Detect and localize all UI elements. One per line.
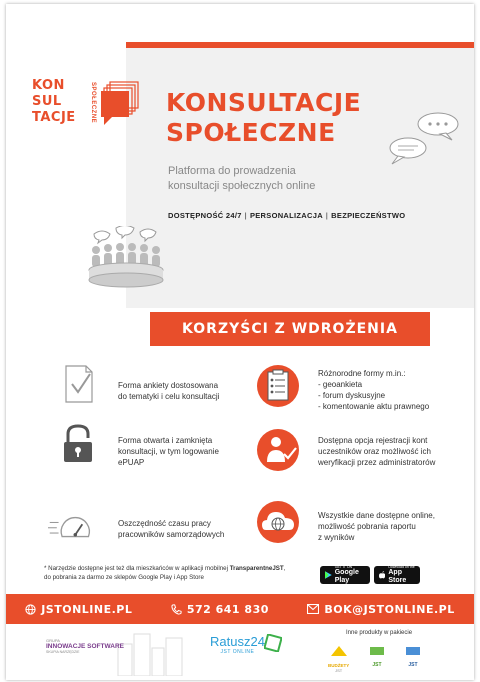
logo-vertical-text: SPOŁECZNE bbox=[90, 82, 96, 124]
innowacje-group-label: GRUPA bbox=[46, 638, 60, 643]
benefit-line: uczestników oraz możliwość ich bbox=[318, 447, 431, 456]
benefit-line: możliwość pobrania raportu bbox=[318, 522, 416, 531]
benefit-line: konsultacji, w tym logowanie bbox=[118, 447, 219, 456]
apple-icon bbox=[379, 570, 385, 580]
checkbox-document-icon bbox=[56, 362, 100, 406]
jst-3-name: JST bbox=[408, 662, 418, 668]
title-line-2: SPOŁECZNE bbox=[166, 118, 336, 147]
phone-contact[interactable] bbox=[171, 603, 269, 616]
title-line-1: KONSULTACJE bbox=[166, 88, 362, 117]
logo-wordmark bbox=[32, 78, 76, 126]
app-store-button[interactable] bbox=[374, 566, 420, 584]
google-play-button[interactable] bbox=[320, 566, 370, 584]
phone-number[interactable]: 572 641 830 bbox=[186, 602, 269, 616]
partners-row bbox=[6, 626, 474, 680]
jst-green-icon bbox=[368, 645, 386, 657]
feature-separator: | bbox=[325, 211, 329, 220]
clipboard-list-icon bbox=[256, 364, 300, 408]
budzety-jst-logo bbox=[328, 644, 349, 673]
jst-blue-icon bbox=[404, 645, 422, 657]
people-platform-icon bbox=[86, 226, 166, 292]
innowacje-name: INNOWACJE SOFTWARE bbox=[46, 643, 125, 650]
benefit-online-data bbox=[318, 510, 435, 543]
subtitle-line-2: konsultacji społecznych online bbox=[168, 180, 316, 192]
feature-availability: DOSTĘPNOŚĆ 24/7 bbox=[168, 211, 242, 220]
benefit-various-forms bbox=[318, 368, 429, 412]
benefit-line: Różnorodne formy m.in.: bbox=[318, 369, 406, 378]
globe-icon bbox=[25, 604, 36, 615]
padlock-icon bbox=[56, 422, 100, 466]
benefit-survey-form bbox=[118, 380, 219, 402]
innowacje-software-logo bbox=[46, 638, 124, 654]
footnote-line-2: do pobrania za darmo ze sklepów Google Play i App Store bbox=[44, 574, 204, 581]
phone-icon bbox=[171, 604, 182, 615]
benefit-line: weryfikacji przez administratorów bbox=[318, 458, 436, 467]
benefit-open-closed-form bbox=[118, 435, 219, 468]
benefit-line: pracowników samorządowych bbox=[118, 530, 225, 539]
contact-footer bbox=[6, 594, 474, 624]
ratusz24-name: Ratusz24 bbox=[210, 634, 265, 649]
feature-list bbox=[168, 211, 468, 220]
logo-speech-bubble-icon bbox=[100, 80, 140, 126]
google-play-icon bbox=[325, 570, 332, 580]
ratusz24-subtitle: JST ONLINE bbox=[220, 649, 255, 655]
other-products-label: Inne produkty w pakiecie bbox=[346, 630, 413, 636]
website-link[interactable]: JSTONLINE.PL bbox=[41, 602, 133, 616]
footnote-text: * Narzędzie dostępne jest też dla mieszkańców w aplikacji mobilnej bbox=[44, 565, 230, 572]
benefit-account-registration bbox=[318, 435, 435, 468]
feature-separator: | bbox=[244, 211, 247, 220]
benefit-line: Dostępna opcja rejestracji kont bbox=[318, 436, 428, 445]
benefit-line: z wyników bbox=[318, 533, 355, 542]
benefit-line: - geoankieta bbox=[318, 380, 363, 389]
speedometer-icon bbox=[48, 504, 92, 548]
feature-personalization: PERSONALIZACJA bbox=[249, 211, 323, 220]
mobile-app-footnote bbox=[44, 564, 304, 582]
jst-product-logo-2 bbox=[368, 644, 386, 668]
google-play-label: Google Play bbox=[334, 569, 359, 584]
city-buildings-icon bbox=[116, 628, 186, 676]
ratusz24-emblem-icon bbox=[264, 634, 282, 652]
app-store-label: App Store bbox=[388, 569, 407, 584]
benefit-line: Forma otwarta i zamknięta bbox=[118, 436, 213, 445]
footnote-app-name: TransparentneJST bbox=[229, 565, 284, 572]
innowacje-subtitle: SKUPIA NARZĘDZIE bbox=[46, 650, 80, 654]
google-play-small-label: GET IT ON bbox=[334, 565, 353, 569]
benefit-line: ePUAP bbox=[118, 458, 145, 467]
logo-line-3: TACJE bbox=[32, 110, 76, 125]
logo-line-1: KON bbox=[32, 78, 65, 93]
cloud-globe-icon bbox=[256, 500, 300, 544]
feature-security: BEZPIECZEŃSTWO bbox=[331, 211, 406, 220]
benefit-line: do tematyki i celu konsultacji bbox=[118, 392, 220, 401]
user-check-icon bbox=[256, 428, 300, 472]
jst-product-logo-3 bbox=[404, 644, 422, 668]
logo-line-2: SUL bbox=[32, 94, 62, 109]
benefit-line: - forum dyskusyjne bbox=[318, 391, 386, 400]
budzety-name: BUDŻETY bbox=[328, 663, 350, 668]
footnote-line-1 bbox=[44, 564, 304, 573]
subtitle-line-1: Platforma do prowadzenia bbox=[168, 165, 296, 177]
jst-2-name: JST bbox=[372, 662, 382, 668]
email-contact[interactable] bbox=[307, 603, 454, 616]
website-contact[interactable] bbox=[25, 603, 132, 616]
footnote-comma: , bbox=[283, 565, 286, 572]
ratusz24-logo bbox=[210, 634, 265, 655]
benefit-line: Wszystkie dane dostępne online, bbox=[318, 511, 435, 520]
subtitle bbox=[168, 164, 388, 194]
budzety-subtitle: JST bbox=[335, 668, 343, 673]
benefits-banner: KORZYŚCI Z WDROŻENIA bbox=[150, 312, 430, 346]
benefit-line: - komentowanie aktu prawnego bbox=[318, 402, 430, 411]
budzety-icon bbox=[329, 644, 349, 658]
benefit-line: Forma ankiety dostosowana bbox=[118, 381, 219, 390]
benefit-line: Oszczędność czasu pracy bbox=[118, 519, 211, 528]
benefit-time-saving bbox=[118, 518, 224, 540]
brand-logo bbox=[32, 78, 142, 148]
app-store-small-label: Download on the bbox=[388, 565, 415, 569]
chat-bubbles-icon bbox=[384, 112, 464, 172]
envelope-icon bbox=[307, 604, 319, 614]
flyer-page bbox=[6, 4, 474, 680]
email-address[interactable]: BOK@JSTONLINE.PL bbox=[324, 602, 455, 616]
